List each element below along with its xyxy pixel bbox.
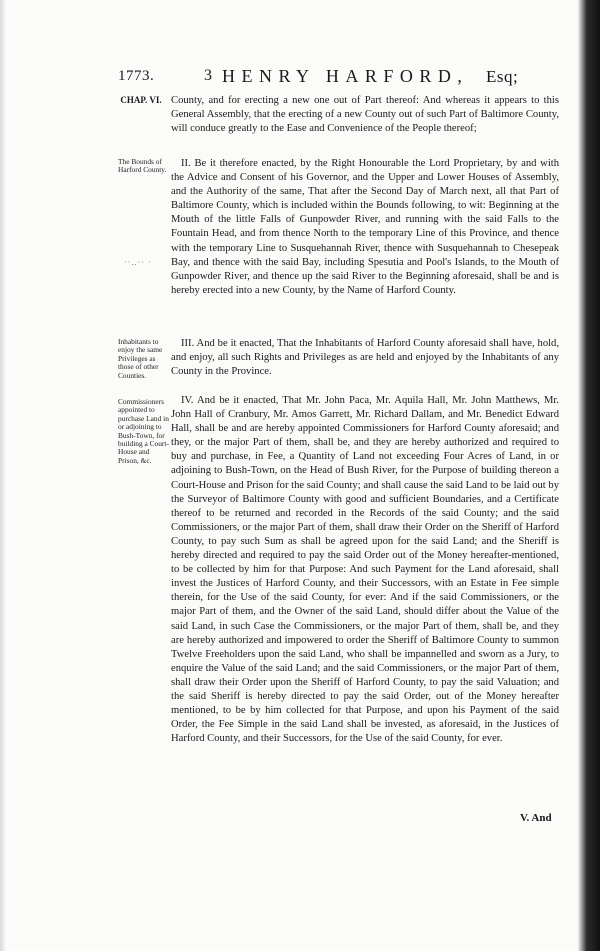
header-title: Esq; <box>486 67 519 86</box>
catchword: V. And <box>520 812 552 824</box>
paragraph-section-4: IV. And be it enacted, That Mr. John Paca, Mr. Aquila Hall, Mr. John Matthews, Mr. John Hall of Cranbury, Mr. Amos Garrett, Mr. Richard Dallam, and Mr. Benedict Edward Hall, shall be and are hereby appointed Commissioners for Harford County aforesaid; and they, or the major Part of them, shall be, and they are hereby authorized and required to buy and purchase, in Fee, a Quantity of Land not exceeding Four Acres of Land, in or adjoining to Bush-Town, on the Head of Bush River, for the Purpose of building thereon a Court-House and Prison for the said County; and shall cause the said Land to be laid out by the Surveyor of Baltimore County with good and sufficient Boundaries, and a Certificate thereof to be returned and recorded in the Records of the said County; and the said Commissioners, or the major Part of them, shall draw their Order on the Sheriff of Harford County, to pay such Sum as shall be agreed upon for the said Land; and the Sheriff is hereby directed and required to pay the said Order out of the Money hereafter-mentioned, to be collected by him for that Purpose: And such Payment for the Land aforesaid, shall invest the Justices of Harford County, and their Successors, with an Estate in Fee simple therein, for the Use of the said County, for ever: And if the said Commissioners, or the major Part of them, and the Owner of the said Land, should differ about the Value of the said Land, in such Case the Commissioners, or the major Part of them, shall be, and they are hereby authorized and impowered to order the Sheriff of Baltimore County to summon Twelve Freeholders upon the said Land, who shall be impannelled and sworn as a Jury, to enquire the Value of the said Land; and the said Commissioners, or the major Part of them, shall draw their Order upon the Sheriff of Harford County, to pay the said Valuation; and the said Sheriff is hereby directed to pay the said Order, out of the Money hereafter mentioned, to be by him collected for that Purpose, and upon his Payment of the said Order, the Fee Simple in the said Land shall be invested, as aforesaid, in the Justices of Harford County, and their Successors, for the Use of the said County, for ever. <box>171 395 559 745</box>
running-header <box>118 66 578 88</box>
paragraph-section-3: III. And be it enacted, That the Inhabitants of Harford County aforesaid shall have, hold, and enjoy, all such Rights and Privileges as are held and enjoyed by the Inhabitants of any County in the Province. <box>171 338 559 378</box>
page-binding-shadow <box>578 0 600 951</box>
page-number: 3 <box>204 67 213 84</box>
margin-note-bounds: The Bounds of Harford County. <box>118 157 167 175</box>
margin-note-privileges: Inhabitants to enjoy the same Privileges as those of other Counties. <box>118 337 163 380</box>
margin-note-commissioners: Commissioners appointed to purchase Land in or adjoining to Bush-Town, for building a Court-House and Prison, &c. <box>118 397 169 465</box>
chapter-label: CHAP. VI. <box>120 95 162 105</box>
page-left-edge <box>0 0 6 951</box>
paragraph-section-2: II. Be it therefore enacted, by the Right Honourable the Lord Proprietary, by and with the Advice and Consent of his Governor, and the Upper and Lower Houses of Assembly, and the Authority of the same, That after the Second Day of March next, all that Part of Baltimore County, which is included within the Bounds following, to wit: Beginning at the Mouth of the little Falls of Gunpowder River, and running with the said Falls to the Fountain Head, and from thence North to the temporary Line of this Province, and thence with the temporary Line to Susquehannah River, thence with Susquehannah to Chesepeak Bay, and thence with the said Bay, including Spesutia and Pool's Islands, to the Mouth of Gunpowder River, and thence up the said River to the Beginning aforesaid, shall be and is hereby erected into a new County, by the Name of Harford County. <box>171 158 559 296</box>
header-name: HENRY HARFORD, <box>222 66 469 86</box>
stray-mark: ··‥·· · <box>124 258 152 267</box>
paragraph-preamble: County, and for erecting a new one out of Part thereof: And whereas it appears to this General Assembly, that the erecting of a new County out of such Part of Baltimore County, will conduce greatly to the Ease and Convenience of the People thereof; <box>171 95 559 135</box>
header-year: 1773. <box>118 68 155 84</box>
